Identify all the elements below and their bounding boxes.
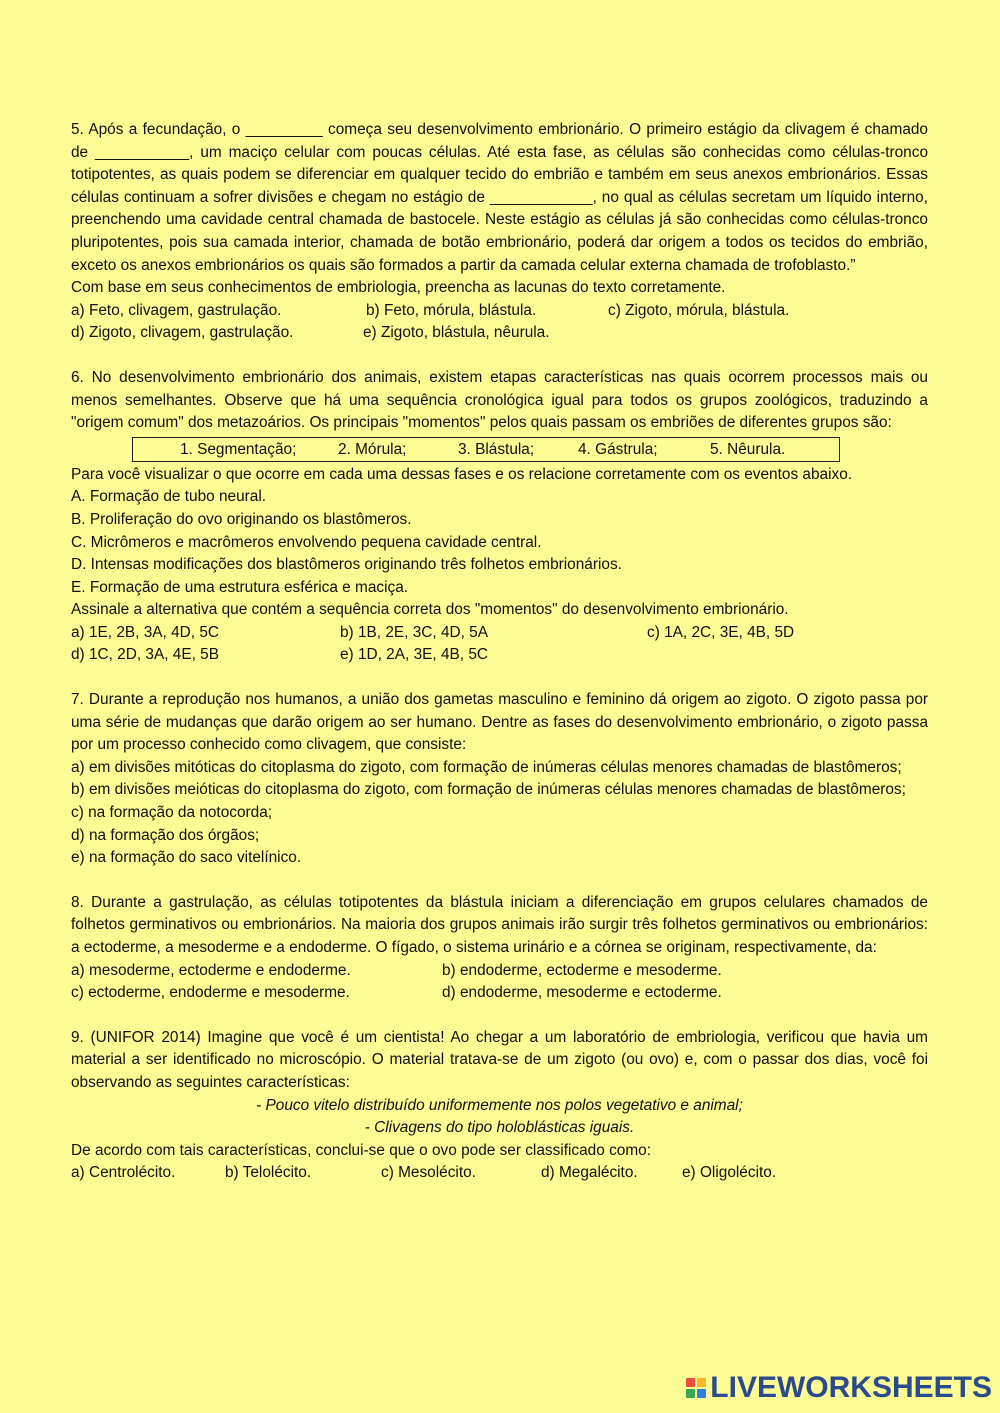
q6-phase-5: 5. Nêurula.: [710, 440, 786, 458]
q8-options-row1: [71, 960, 928, 983]
question-7: [71, 689, 928, 870]
q8-options-row2: [71, 982, 928, 1005]
q7-option-c[interactable]: c) na formação da notocorda;: [71, 804, 273, 822]
q5-paragraph: 5. Após a fecundação, o _________ começa seu desenvolvimento embrionário. O primeiro estágio da clivagem é chamado de ___________, um maciço celular com poucas células. Até esta fase, as células são conhecidas como células-tronco totipotentes, as quais podem se diferenciar em qualquer tecido do embrião e também em seus anexos embrionários. Essas células continuam a sofrer divisões e chegam no estágio de ____________, no qual as células secretam um líquido interno, preenchendo uma cavidade central chamada de bastocele. Neste estágio as células já são conhecidas como células-tronco pluripotentes, pois sua camada interior, chamada de botão embrionário, poderá dar origem a todos os tecidos do embrião, exceto os anexos embrionários os quais são formados a partir da camada celular externa chamada de trofoblasto.”: [71, 121, 928, 274]
q6-options-row2: [71, 644, 928, 667]
q8-option-d[interactable]: d) endoderme, mesoderme e ectoderme.: [442, 984, 722, 1002]
q9-feature-2: - Clivagens do tipo holoblásticas iguais.: [364, 1119, 635, 1137]
q6-instruction: Para você visualizar o que ocorre em cada uma dessas fases e os relacione corretamente com os eventos abaixo.: [71, 465, 853, 483]
q7-option-a[interactable]: a) em divisões mitóticas do citoplasma do zigoto, com formação de inúmeras células menores chamadas de blastômeros;: [71, 758, 902, 776]
q8-paragraph: 8. Durante a gastrulação, as células totipotentes da blástula iniciam a diferenciação em grupos celulares chamados de folhetos germinativos ou embrionários. Na maioria dos grupos animais irão surgir três folhetos germinativos ou embrionários: a ectoderme, a mesoderme e a endoderme. O fígado, o sistema urinário e a córnea se originam, respectivamente, da:: [71, 893, 928, 956]
q9-option-d[interactable]: d) Megalécito.: [541, 1164, 638, 1182]
q6-phase-4: 4. Gástrula;: [578, 440, 658, 458]
q6-option-b[interactable]: b) 1B, 2E, 3C, 4D, 5A: [340, 623, 488, 641]
q6-phases-box: [132, 437, 840, 462]
q8-option-c[interactable]: c) ectoderme, endoderme e mesoderme.: [71, 984, 350, 1002]
q7-paragraph: 7. Durante a reprodução nos humanos, a união dos gametas masculino e feminino dá origem ao zigoto. O zigoto passa por uma série de mudanças que darão origem ao ser humano. Dentre as fases do desenvolvimento embrionário, o zigoto passa por um processo conhecido como clivagem, que consiste:: [71, 691, 928, 754]
q6-option-e[interactable]: e) 1D, 2A, 3E, 4B, 5C: [340, 646, 488, 664]
q6-question: Assinale a alternativa que contém a sequência correta dos "momentos" do desenvolvimento embrionário.: [71, 601, 789, 619]
q9-option-e[interactable]: e) Oligolécito.: [682, 1164, 777, 1182]
q7-option-d[interactable]: d) na formação dos órgãos;: [71, 826, 260, 844]
q5-option-b[interactable]: b) Feto, mórula, blástula.: [366, 301, 537, 319]
q5-option-a[interactable]: a) Feto, clivagem, gastrulação.: [71, 301, 282, 319]
q5-options-row1: [71, 300, 928, 323]
q6-phase-3: 3. Blástula;: [458, 440, 535, 458]
q6-event-d: D. Intensas modificações dos blastômeros originando três folhetos embrionários.: [71, 556, 622, 574]
question-8: [71, 892, 928, 1005]
q9-options-row: [71, 1162, 928, 1185]
q9-paragraph: 9. (UNIFOR 2014) Imagine que você é um cientista! Ao chegar a um laboratório de embriologia, verificou que havia um material a ser identificado no microscópio. O material tratava-se de um zigoto (ou ovo) e, com o passar dos dias, você foi observando as seguintes características:: [71, 1028, 928, 1091]
logo-square-4: [697, 1389, 706, 1398]
q6-event-a: A. Formação de tubo neural.: [71, 488, 267, 506]
liveworksheets-brand: [686, 1371, 992, 1405]
q9-option-a[interactable]: a) Centrolécito.: [71, 1164, 176, 1182]
logo-square-2: [697, 1378, 706, 1387]
question-9: [71, 1027, 928, 1185]
q6-event-c: C. Micrômeros e macrômeros envolvendo pequena cavidade central.: [71, 533, 542, 551]
q5-option-d[interactable]: d) Zigoto, clivagem, gastrulação.: [71, 324, 294, 342]
brand-name: LIVEWORKSHEETS: [710, 1371, 992, 1404]
q8-option-b[interactable]: b) endoderme, ectoderme e mesoderme.: [442, 961, 722, 979]
q6-event-b: B. Proliferação do ovo originando os blastômeros.: [71, 510, 412, 528]
q9-option-c[interactable]: c) Mesolécito.: [381, 1164, 476, 1182]
question-5: [71, 119, 928, 345]
worksheet: [71, 119, 928, 1207]
q6-option-c[interactable]: c) 1A, 2C, 3E, 4B, 5D: [647, 623, 795, 641]
q9-feature-1: - Pouco vitelo distribuído uniformemente nos polos vegetativo e animal;: [256, 1096, 743, 1114]
q5-option-e[interactable]: e) Zigoto, blástula, nêurula.: [363, 324, 550, 342]
q9-question: De acordo com tais características, conclui-se que o ovo pode ser classificado como:: [71, 1141, 651, 1159]
q9-option-b[interactable]: b) Telolécito.: [225, 1164, 312, 1182]
q6-phase-1: 1. Segmentação;: [180, 440, 297, 458]
q5-instruction: Com base em seus conhecimentos de embriologia, preencha as lacunas do texto corretamente.: [71, 279, 726, 297]
q5-option-c[interactable]: c) Zigoto, mórula, blástula.: [608, 301, 790, 319]
logo-square-1: [686, 1378, 695, 1387]
q6-paragraph: 6. No desenvolvimento embrionário dos animais, existem etapas características nas quais ocorrem processos mais ou menos semelhantes. Observe que há uma sequência cronológica igual para todos os grupos zoológicos, traduzindo a "origem comum" dos metazoários. Os principais "momentos" pelos quais passam os embriões de diferentes grupos são:: [71, 368, 928, 432]
q6-options-row1: [71, 622, 928, 645]
q6-phase-2: 2. Mórula;: [338, 440, 407, 458]
logo-square-3: [686, 1389, 695, 1398]
q6-option-d[interactable]: d) 1C, 2D, 3A, 4E, 5B: [71, 646, 219, 664]
q8-option-a[interactable]: a) mesoderme, ectoderme e endoderme.: [71, 961, 351, 979]
q5-options-row2: [71, 322, 928, 345]
q7-option-b[interactable]: b) em divisões meióticas do citoplasma do zigoto, com formação de inúmeras células menores chamadas de blastômeros;: [71, 781, 906, 799]
q6-option-a[interactable]: a) 1E, 2B, 3A, 4D, 5C: [71, 623, 219, 641]
q7-option-e[interactable]: e) na formação do saco vitelínico.: [71, 849, 302, 867]
liveworksheets-logo-icon: [686, 1378, 706, 1398]
q6-event-e: E. Formação de uma estrutura esférica e maciça.: [71, 578, 409, 596]
question-6: [71, 367, 928, 667]
